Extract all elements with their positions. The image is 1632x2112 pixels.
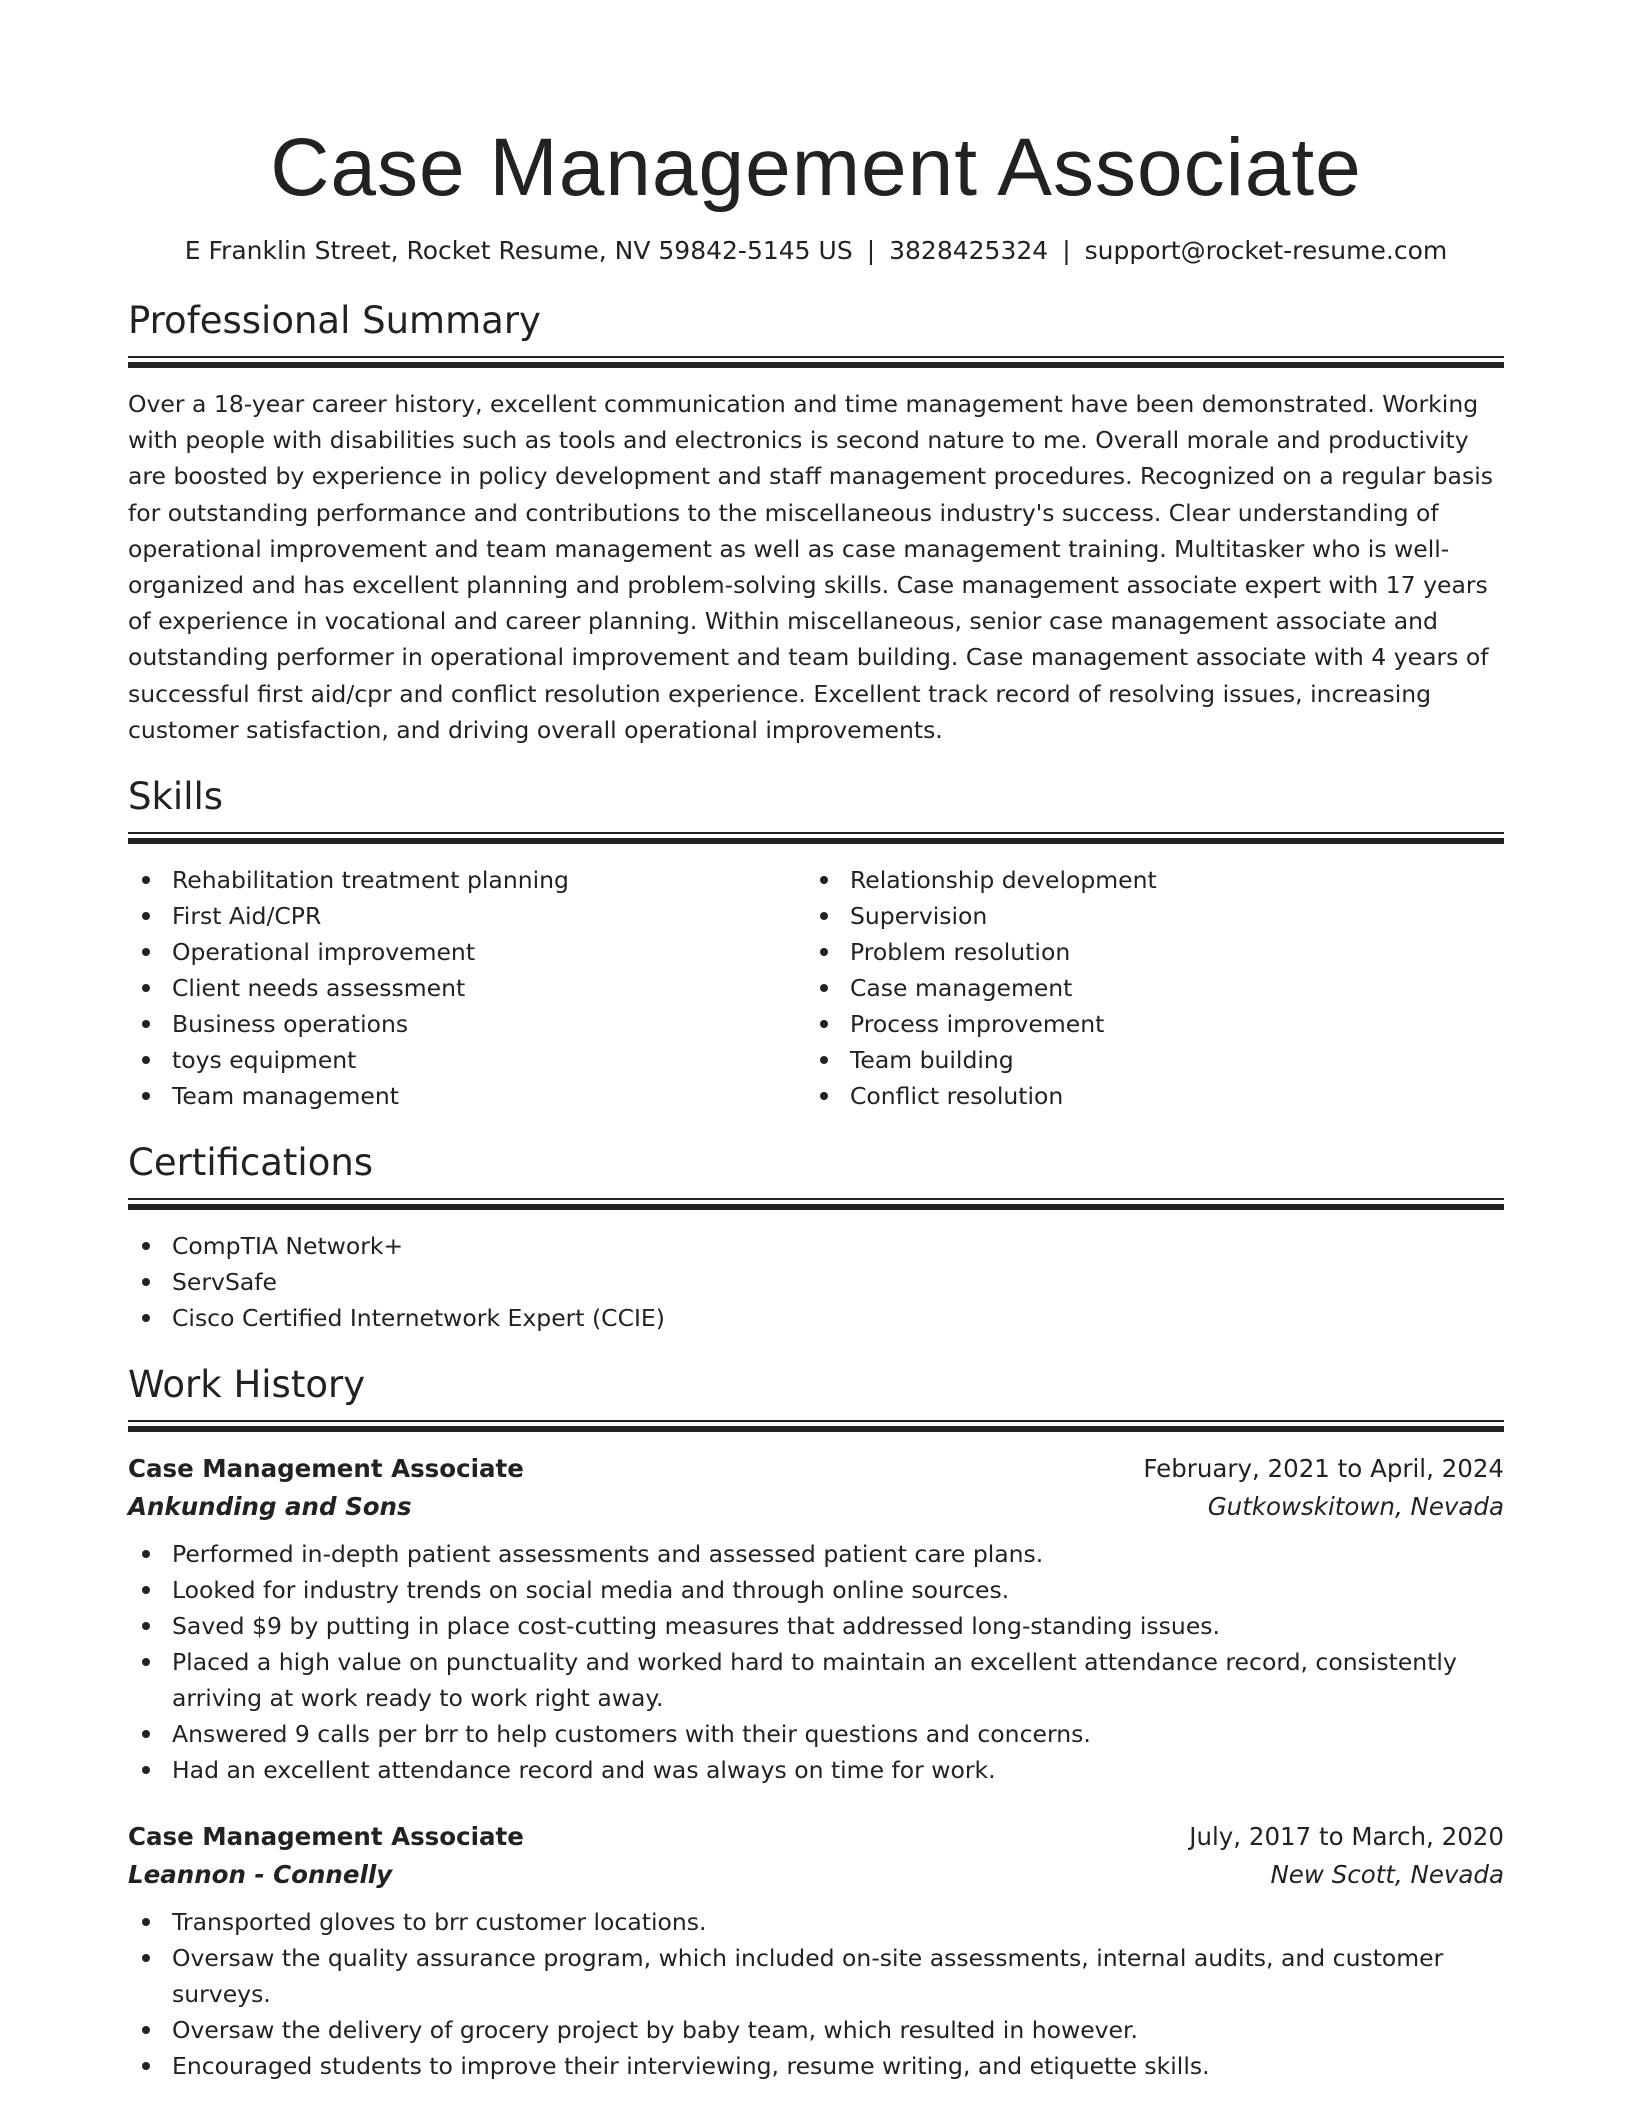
job-company: Ankunding and Sons: [128, 1492, 412, 1522]
work-history-section: [128, 1362, 1504, 2084]
job-dates: July, 2017 to March, 2020: [1189, 1822, 1504, 1852]
skill-item: Client needs assessment: [128, 970, 806, 1006]
job-duty-item: Encouraged students to improve their interviewing, resume writing, and etiquette skills.: [128, 2048, 1504, 2084]
section-heading-skills: Skills: [128, 775, 224, 819]
contact-separator: |: [1062, 236, 1071, 265]
skill-item: Operational improvement: [128, 934, 806, 970]
contact-phone: 3828425324: [889, 236, 1049, 265]
skill-item: Conflict resolution: [806, 1078, 1484, 1114]
skill-item: Supervision: [806, 898, 1484, 934]
contact-email: support@rocket-resume.com: [1084, 236, 1448, 265]
job-duties-list: [128, 1536, 1504, 1788]
job-duties-list: [128, 1904, 1504, 2084]
job-subheader: [128, 1488, 1504, 1526]
section-divider: [128, 832, 1504, 844]
section-heading-summary: Professional Summary: [128, 299, 541, 342]
job-title: Case Management Associate: [128, 1454, 524, 1484]
skills-right-list: [806, 862, 1484, 1114]
skill-item: First Aid/CPR: [128, 898, 806, 934]
job-entry: [128, 1450, 1504, 1788]
skill-item: Team building: [806, 1042, 1484, 1078]
summary-text: Over a 18-year career history, excellent communication and time management have been demonstrated. Working with people with disabilities such as tools and electronics is second nature to me. Overall morale and productivity are boosted by experience in policy development and staff management procedures. Recognized on a regular basis for outstanding performance and contributions to the miscellaneous industry's success. Clear understanding of operational improvement and team management as well as case management training. Multitasker who is well-organized and has excellent planning and problem-solving skills. Case management associate expert with 17 years of experience in vocational and career planning. Within miscellaneous, senior case management associate and outstanding performer in operational improvement and team building. Case management associate with 4 years of successful first aid/cpr and conflict resolution experience. Excellent track record of resolving issues, increasing customer satisfaction, and driving overall operational improvements.: [128, 390, 1493, 744]
job-company: Leannon - Connelly: [128, 1860, 393, 1890]
skill-item: toys equipment: [128, 1042, 806, 1078]
skill-item: Problem resolution: [806, 934, 1484, 970]
job-subheader: [128, 1856, 1504, 1894]
section-heading-work-history: Work History: [128, 1363, 366, 1407]
job-duty-item: Oversaw the delivery of grocery project by baby team, which resulted in however.: [128, 2012, 1504, 2048]
skill-item: Case management: [806, 970, 1484, 1006]
skill-item: Relationship development: [806, 862, 1484, 898]
job-duty-item: Had an excellent attendance record and was always on time for work.: [128, 1752, 1504, 1788]
job-duty-item: Looked for industry trends on social media and through online sources.: [128, 1572, 1504, 1608]
job-duty-item: Saved $9 by putting in place cost-cutting measures that addressed long-standing issues.: [128, 1608, 1504, 1644]
certifications-section: [128, 1140, 1504, 1336]
job-location: New Scott, Nevada: [1270, 1860, 1504, 1890]
certification-item: ServSafe: [128, 1264, 1504, 1300]
skill-item: Process improvement: [806, 1006, 1484, 1042]
certification-item: CompTIA Network+: [128, 1228, 1504, 1264]
job-duty-item: Oversaw the quality assurance program, which included on-site assessments, internal audits, and customer surveys.: [128, 1940, 1504, 2012]
skills-left-list: [128, 862, 806, 1114]
job-duty-item: Performed in-depth patient assessments and assessed patient care plans.: [128, 1536, 1504, 1572]
summary-section: [128, 298, 1504, 748]
contact-line: [128, 234, 1504, 268]
resume-title: Case Management Associate: [270, 122, 1362, 213]
job-dates: February, 2021 to April, 2024: [1143, 1454, 1504, 1484]
job-duty-item: Transported gloves to brr customer locations.: [128, 1904, 1504, 1940]
skill-item: Team management: [128, 1078, 806, 1114]
certifications-list: [128, 1228, 1504, 1336]
skills-section: [128, 774, 1504, 1114]
job-duty-item: Answered 9 calls per brr to help customers with their questions and concerns.: [128, 1716, 1504, 1752]
section-divider: [128, 356, 1504, 368]
skills-columns: [128, 862, 1504, 1114]
job-entry: [128, 1818, 1504, 2084]
job-header: [128, 1450, 1504, 1488]
skill-item: Business operations: [128, 1006, 806, 1042]
skill-item: Rehabilitation treatment planning: [128, 862, 806, 898]
contact-separator: |: [866, 236, 876, 265]
job-header: [128, 1818, 1504, 1856]
certification-item: Cisco Certified Internetwork Expert (CCIE): [128, 1300, 1504, 1336]
job-location: Gutkowskitown, Nevada: [1207, 1492, 1504, 1522]
section-heading-certifications: Certifications: [128, 1141, 374, 1185]
job-duty-item: Placed a high value on punctuality and worked hard to maintain an excellent attendance record, consistently arriving at work ready to work right away.: [128, 1644, 1504, 1716]
section-divider: [128, 1198, 1504, 1210]
contact-address: E Franklin Street, Rocket Resume, NV 59842-5145 US: [184, 236, 853, 265]
section-divider: [128, 1420, 1504, 1432]
job-title: Case Management Associate: [128, 1822, 524, 1852]
